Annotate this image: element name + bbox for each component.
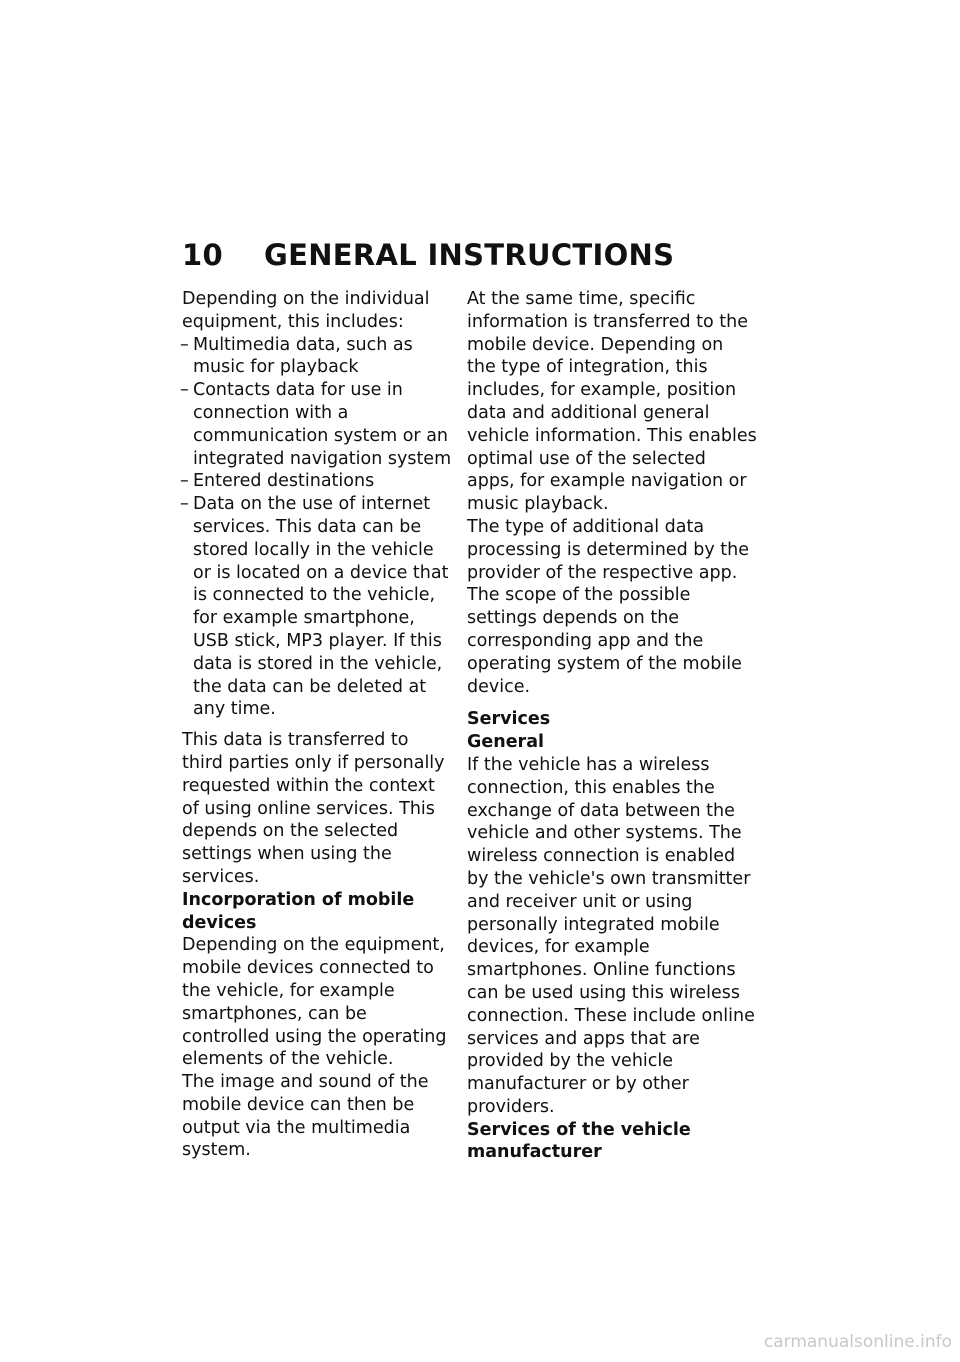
processing-paragraph: The type of additional data processing is determined by the provider of the respective app. The scope of the possible settings depends on the corresponding app and the operating system of the mobile device. (467, 516, 749, 697)
incorporation-paragraph: Depending on the equipment, mobile devices connected to the vehicle, for example smartphones, can be controlled using the operating elements of the vehicle. (182, 935, 447, 1070)
list-item: – Multimedia data, such as music for playback (180, 334, 413, 378)
left-column (182, 288, 454, 1162)
specific-info-paragraph: At the same time, specific information is transferred to the mobile device. Depending on the type of integration, this includes, for example, position data and additional general vehicle information. This enables optimal use of the selected apps, for example navigation or music playback. (467, 289, 757, 515)
bullet-dash: – (180, 471, 189, 492)
watermark: carmanualsonline.info (763, 1332, 952, 1352)
services-heading: Services (467, 709, 551, 730)
right-column (467, 288, 757, 1164)
bullet-dash: – (180, 334, 189, 355)
chapter-title: GENERAL INSTRUCTIONS (264, 238, 675, 272)
page-header (182, 238, 782, 288)
list-item: – Data on the use of internet services. This data can be stored locally in the vehicle or is located on a device that is connected to the vehicle, for example smartphone, USB stick, MP3 player. If this data is stored in the vehicle, the data can be deleted at any time. (180, 494, 449, 720)
incorporation-heading: Incorporation of mobile devices (182, 889, 415, 933)
intro-paragraph: Depending on the individual equipment, this includes: (182, 289, 430, 332)
third-parties-paragraph: This data is transferred to third parties only if personally requested within the context of using online services. This depends on the selected settings when using the services. (182, 730, 445, 887)
general-heading: General (467, 732, 544, 753)
image-sound-paragraph: The image and sound of the mobile device can then be output via the multimedia system. (182, 1072, 429, 1161)
list-item: – Entered destinations (180, 471, 375, 492)
general-paragraph: If the vehicle has a wireless connection, this enables the exchange of data between the vehicle and other systems. The wireless connection is enabled by the vehicle's own transmitter and receiver unit or using personally integrated mobile devices, for example smartphones. Online functions can be used using this wireless connection. These include online services and apps that are provided by the vehicle manufacturer or by other providers. (467, 754, 755, 1117)
page-number: 10 (182, 238, 223, 272)
bullet-dash: – (180, 494, 189, 515)
bullet-dash: – (180, 380, 189, 401)
list-item: – Contacts data for use in connection with a communication system or an integrated navigation system (180, 380, 452, 469)
manufacturer-services-heading: Services of the vehicle manufacturer (467, 1119, 691, 1163)
included-data-list (182, 334, 454, 722)
